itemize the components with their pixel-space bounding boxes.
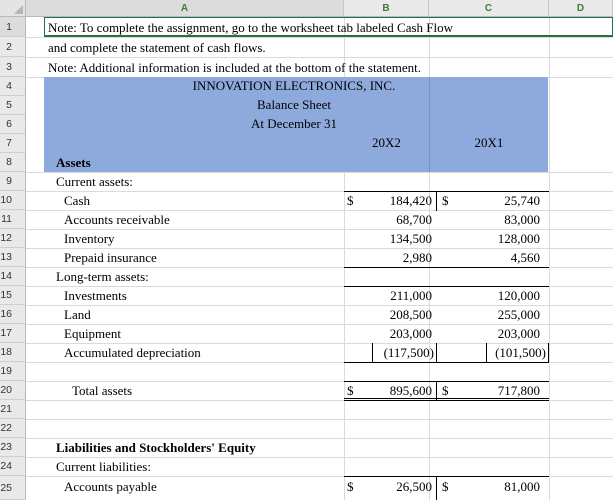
currency-symbol: $	[442, 383, 449, 398]
row-header-2[interactable]: 2	[0, 37, 26, 57]
line-item-label[interactable]: Prepaid insurance	[64, 250, 157, 265]
currency-symbol: $	[347, 193, 354, 208]
grid-row-line	[26, 57, 613, 58]
total-assets-label[interactable]: Total assets	[72, 383, 133, 398]
line-item-label[interactable]: Land	[64, 307, 91, 322]
row-header-22[interactable]: 22	[0, 419, 26, 438]
accounts-payable-divider	[436, 476, 437, 500]
accum-dep-border	[436, 343, 437, 363]
value-20x1[interactable]: 128,000	[497, 231, 540, 246]
column-header-a[interactable]: A	[26, 0, 344, 17]
value-20x2[interactable]: 203,000	[389, 326, 432, 341]
company-name[interactable]: INNOVATION ELECTRONICS, INC.	[192, 78, 396, 93]
row-header-18[interactable]: 18	[0, 343, 26, 362]
value-20x1[interactable]: (101,500)	[495, 345, 546, 360]
line-item-label[interactable]: Cash	[64, 193, 90, 208]
row-header-14[interactable]: 14	[0, 267, 26, 286]
line-item-label[interactable]: Inventory	[64, 231, 115, 246]
row-header-4[interactable]: 4	[0, 77, 26, 96]
column-header-b[interactable]: B	[344, 0, 429, 17]
grid-row-line	[26, 37, 613, 38]
line-item-label[interactable]: Equipment	[64, 326, 122, 341]
total-assets-divider	[436, 381, 437, 401]
select-all-corner[interactable]	[0, 0, 26, 17]
accounts-payable-20x2[interactable]: 26,500	[396, 479, 432, 494]
value-20x1[interactable]: 4,560	[510, 250, 540, 265]
cash-divider	[436, 191, 437, 211]
value-20x2[interactable]: 68,700	[396, 212, 432, 227]
row-header-9[interactable]: 9	[0, 172, 26, 191]
row-header-15[interactable]: 15	[0, 286, 26, 305]
value-20x1[interactable]: 25,740	[504, 193, 540, 208]
value-20x2[interactable]: 2,980	[402, 250, 432, 265]
statement-title[interactable]: Balance Sheet	[257, 97, 331, 112]
row-header-3[interactable]: 3	[0, 57, 26, 77]
row-header-12[interactable]: 12	[0, 229, 26, 248]
row-header-7[interactable]: 7	[0, 134, 26, 153]
column-header-d[interactable]: D	[549, 0, 613, 17]
year-header-20x2[interactable]: 20X2	[372, 135, 401, 150]
row-header-20[interactable]: 20	[0, 381, 26, 400]
row-header-17[interactable]: 17	[0, 324, 26, 343]
year-header-20x1[interactable]: 20X1	[474, 135, 504, 150]
value-20x2[interactable]: 211,000	[390, 288, 432, 303]
currency-symbol: $	[347, 479, 354, 494]
row-header-10[interactable]: 10	[0, 191, 26, 210]
note-line-1[interactable]: Note: To complete the assignment, go to the worksheet tab labeled Cash Flow	[48, 20, 454, 35]
accounts-payable-20x1[interactable]: 81,000	[504, 479, 540, 494]
row-header-6[interactable]: 6	[0, 115, 26, 134]
value-20x1[interactable]: 120,000	[497, 288, 540, 303]
assets-heading[interactable]: Assets	[56, 155, 91, 170]
currency-symbol: $	[347, 383, 354, 398]
current-liabilities-heading[interactable]: Current liabilities:	[56, 459, 151, 474]
currency-symbol: $	[442, 479, 449, 494]
long-term-assets-heading[interactable]: Long-term assets:	[56, 269, 149, 284]
row-header-8[interactable]: 8	[0, 153, 26, 172]
row-header-21[interactable]: 21	[0, 400, 26, 419]
grid-row-line	[26, 419, 613, 420]
value-20x2[interactable]: 134,500	[389, 231, 432, 246]
row-header-11[interactable]: 11	[0, 210, 26, 229]
note-line-3[interactable]: Note: Additional information is included at the bottom of the statement.	[48, 60, 421, 75]
total-assets-20x1[interactable]: 717,800	[497, 383, 540, 398]
row-header-23[interactable]: 23	[0, 438, 26, 457]
value-20x1[interactable]: 83,000	[504, 212, 540, 227]
value-20x2[interactable]: 208,500	[389, 307, 432, 322]
select-all-triangle-icon	[14, 5, 23, 14]
column-header-c[interactable]: C	[429, 0, 549, 17]
value-20x1[interactable]: 255,000	[497, 307, 540, 322]
grid-col-line-d	[549, 17, 550, 500]
value-20x2[interactable]: (117,500)	[383, 345, 434, 360]
row-header-24[interactable]: 24	[0, 457, 26, 476]
liabilities-equity-heading[interactable]: Liabilities and Stockholders' Equity	[56, 440, 256, 455]
row-header-1[interactable]: 1	[0, 17, 26, 37]
value-20x2[interactable]: 184,420	[389, 193, 432, 208]
row-header-16[interactable]: 16	[0, 305, 26, 324]
row-header-25[interactable]: 25	[0, 476, 26, 500]
note-line-2[interactable]: and complete the statement of cash flows.	[48, 40, 266, 55]
row-header-13[interactable]: 13	[0, 248, 26, 267]
value-20x1[interactable]: 203,000	[497, 326, 540, 341]
currency-symbol: $	[442, 193, 449, 208]
current-assets-heading[interactable]: Current assets:	[56, 174, 133, 189]
total-assets-20x2[interactable]: 895,600	[389, 383, 432, 398]
line-item-label[interactable]: Accumulated depreciation	[64, 345, 201, 360]
row-header-5[interactable]: 5	[0, 96, 26, 115]
accounts-payable-label[interactable]: Accounts payable	[64, 479, 157, 494]
accum-dep-border	[548, 343, 549, 363]
statement-date[interactable]: At December 31	[251, 116, 337, 131]
line-item-label[interactable]: Accounts receivable	[64, 212, 170, 227]
line-item-label[interactable]: Investments	[64, 288, 127, 303]
row-header-19[interactable]: 19	[0, 362, 26, 381]
